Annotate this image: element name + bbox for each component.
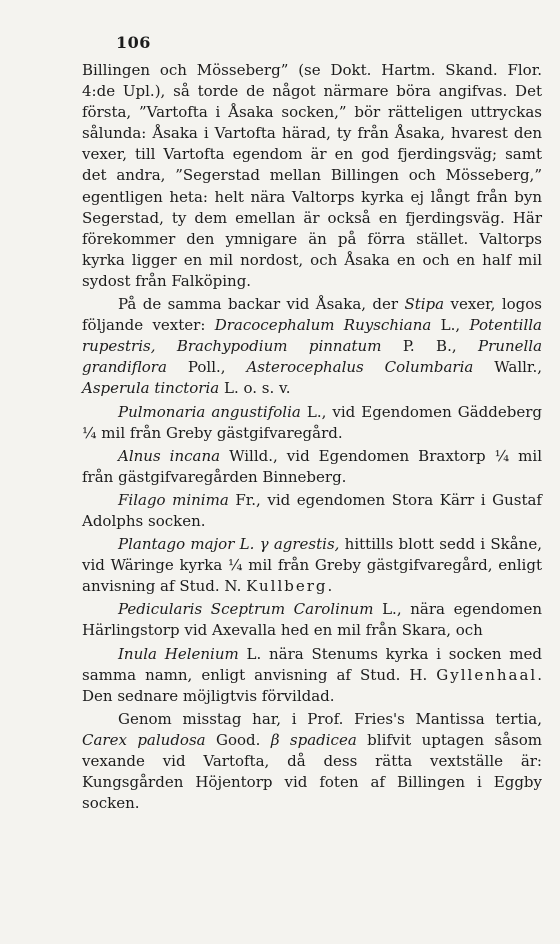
taxon-name: Prunella grandiflora <box>82 337 543 377</box>
taxon-name: Carex paludosa <box>82 730 206 749</box>
paragraph-p6 <box>82 534 542 597</box>
taxon-name: β spadicea <box>270 730 357 749</box>
taxon-name: Filago minima <box>118 490 229 509</box>
text-segment: Wallr., <box>473 358 542 377</box>
text-segment: Willd., vid Egendomen Braxtorp ¼ mil från gästgifvaregården Binneberg. <box>82 446 542 486</box>
text-segment: L., nära egendomen Härlingstorp vid Axevalla hed en mil från Skara, och <box>82 600 542 640</box>
text-segment: L., <box>431 316 470 335</box>
text-segment: blifvit uptagen såsom vexande vid Vartofta, då dess rätta vextställe är: Kungsgården Höjentorp vid foten af Billingen i Eggby socken. <box>82 730 542 813</box>
taxon-name: Inula Helenium <box>118 644 239 663</box>
person-name: Kullberg <box>246 577 328 596</box>
person-name: Gyllenhaal <box>436 665 538 684</box>
text-segment: På de samma backar vid Åsaka, der <box>118 295 405 314</box>
text-segment: Fr., vid egendomen Stora Kärr i Gustaf Adolphs socken. <box>82 490 542 530</box>
taxon-name: Pulmonaria angustifolia <box>118 402 301 421</box>
text-segment: P. B., <box>381 337 479 356</box>
paragraph-p3 <box>82 402 542 444</box>
page-number: 106 <box>116 33 151 52</box>
text-segment: hittills blott sedd i Skåne, vid Wäringe kyrka ¼ mil från Greby gästgifvaregård, enligt anvisning af Stud. N. <box>82 535 542 596</box>
taxon-name: Stipa <box>404 295 445 314</box>
paragraph-p9 <box>82 709 542 814</box>
text-segment: L., vid Egendomen Gäddeberg ¼ mil från Greby gästgifvaregård. <box>82 402 542 442</box>
text-segment: vexer, logos följande vexter: <box>82 295 542 335</box>
text-segment: . Den sednare möjligtvis förvildad. <box>82 665 542 705</box>
text-segment: Billingen och Mösseberg” (se Dokt. Hartm. Skand. Flor. 4:de Upl.), så torde de något närmare böra angifvas. Det första, ”Vartofta i Åsaka socken,” bör rätteligen uttryckas sålunda: Åsaka i Vartofta härad, ty från Åsaka, hvarest den vexer, till Vartofta egendom är en god fjerdingsväg; samt det andra, ”Segerstad mellan Billingen och Mösseberg,” egentligen heta: helt nära Valtorps kyrka ej långt från byn Segerstad, ty dem emellan är också en fjerdingsväg. Här förekommer den ymnigare än på förra stället. Valtorps kyrka ligger en mil nordost, och Åsaka en och en half mil sydost från Falköping. <box>82 61 542 290</box>
taxon-name: Plantago major L. γ agrestis, <box>118 535 340 554</box>
taxon-name: Alnus incana <box>118 446 221 465</box>
paragraph-p8 <box>82 644 542 707</box>
text-segment: L. nära Stenums kyrka i socken med samma namn, enligt anvisning af Stud. H. <box>82 644 542 684</box>
body-text <box>82 60 542 814</box>
taxon-name: Asterocephalus Columbaria <box>246 358 474 377</box>
paragraph-p7 <box>82 599 542 641</box>
taxon-name: Potentilla rupestris, Brachypodium pinnatum <box>82 316 542 356</box>
text-segment: Good. <box>205 730 271 749</box>
text-segment: . <box>327 577 333 596</box>
paragraph-p1 <box>82 60 542 292</box>
taxon-name: Dracocephalum Ruyschiana <box>214 316 432 335</box>
paragraph-p2 <box>82 294 542 399</box>
text-segment: Poll., <box>166 358 247 377</box>
taxon-name: Pedicularis Sceptrum Carolinum <box>118 600 374 619</box>
paragraph-p4 <box>82 446 542 488</box>
paragraph-p5 <box>82 490 542 532</box>
taxon-name: Asperula tinctoria <box>82 379 220 398</box>
text-segment: Genom misstag har, i Prof. Fries's Mantissa tertia, <box>118 709 542 728</box>
text-segment: L. o. s. v. <box>219 379 291 398</box>
